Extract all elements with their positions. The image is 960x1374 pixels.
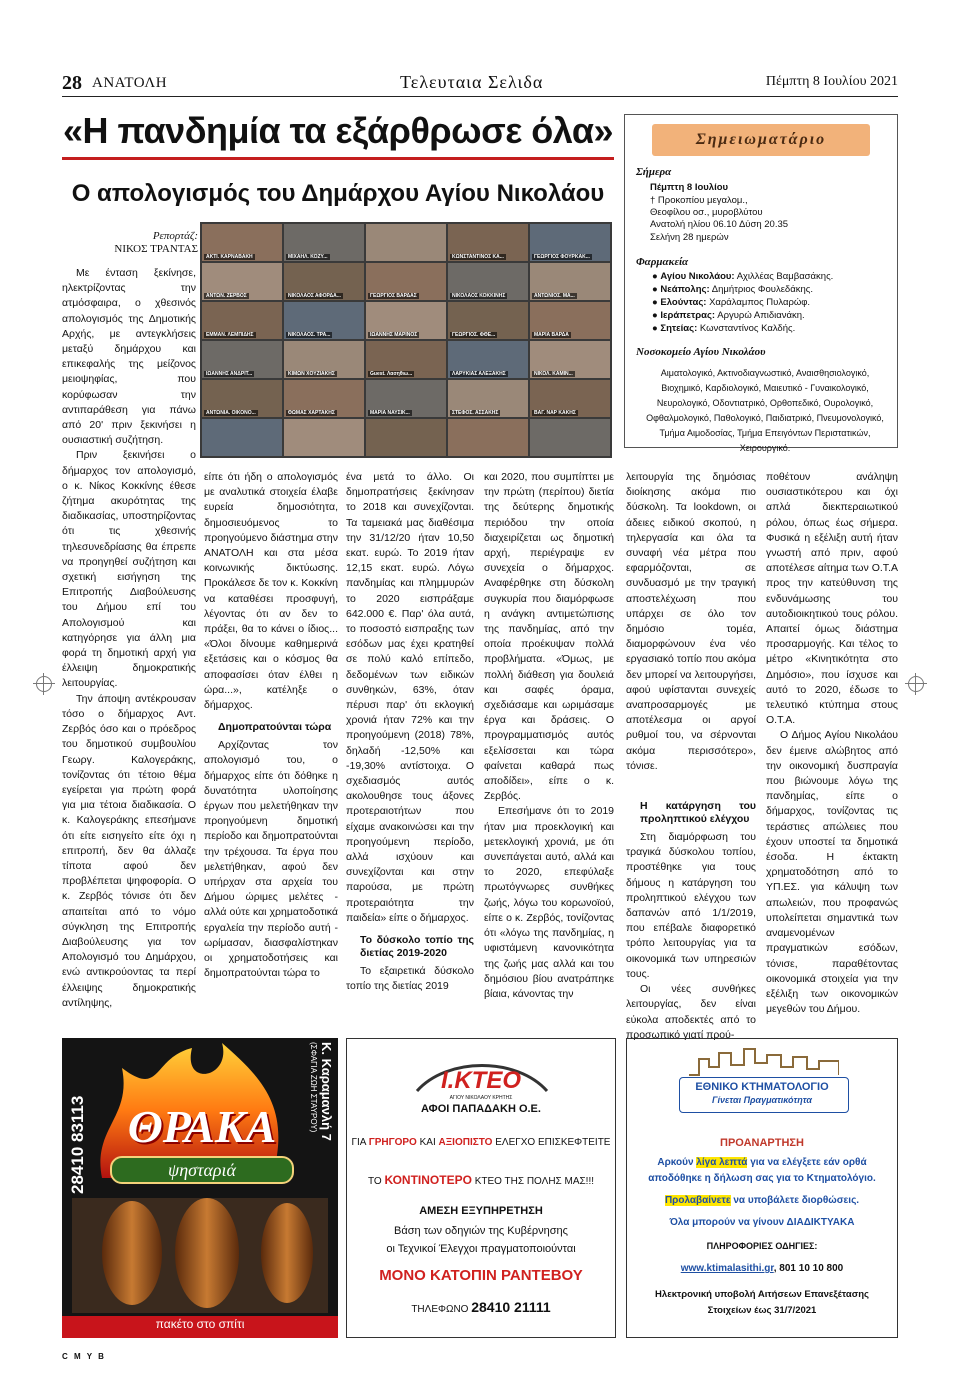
video-tile: [530, 419, 610, 456]
article-col-6: [766, 470, 898, 1038]
ktim-p4: Όλα μπορούν να γίνουν ΔΙΑΔΙΚΤΥΑΚΑ: [669, 1217, 855, 1228]
participant-name: ΣΤΕΦΟΣ. ΑΣΣΑΚΗΣ: [452, 410, 499, 416]
ktim-title: ΠΡΟΑΝΑΡΤΗΣΗ: [720, 1137, 804, 1149]
participant-name: ΚΙΜΩΝ ΧΟΥΖΙΑΚΗΣ: [288, 371, 335, 377]
pharmacy-place: Αγίου Νικολάου:: [660, 271, 735, 282]
subheading: Δημοπρατούνται τώρα: [218, 721, 332, 734]
today-label: Σήμερα: [636, 166, 672, 178]
video-tile: [202, 380, 282, 417]
article-col-1: [62, 266, 196, 1036]
paragraph: Πριν ξεκινήσει ο δήμαρχος τον απολογισμό, ο κ. Νίκος Κοκκίνης έθεσε ζήτημα ακυρότητας της διαδικασίας, υποστηρίζοντας ότι τις χθεσινής τηλεσυνεδρίασης θα έπρεπε να προηγηθεί συζήτηση και σχετική εισήγηση της Επιτροπής Διαβούλευσης του Δήμου επί του Απολογισμού και κατηγόρησε για άλλη μια φορά τη δημοτική αρχή για έλλειψη δημοκρατικής λειτουργίας.: [62, 449, 196, 690]
text: ΤΗΛΕΦΩΝΟ: [411, 1304, 469, 1315]
participant-name: ΙΩΑΝΝΗΣ ΑΝΔΡΙΤ...: [206, 371, 253, 377]
headline-rule: [62, 157, 614, 160]
video-tile: [448, 380, 528, 417]
registration-mark: [36, 676, 52, 692]
participant-name: ΑΚΤΙ. ΚΑΡΝΑΒΑΚΗ: [206, 254, 253, 260]
ktim-p5: ΠΛΗΡΟΦΟΡΙΕΣ ΟΔΗΓΙΕΣ:: [706, 1241, 818, 1251]
thraka-ad: [62, 1038, 338, 1338]
thraka-phone-text: 28410 83113: [68, 1095, 87, 1194]
video-tile: [202, 263, 282, 300]
thraka-sub: ψησταριά: [110, 1156, 294, 1184]
video-tile: [366, 419, 446, 456]
paragraph: λειτουργία της δημόσιας διοίκησης ακόμα πιο δύσκολη. Τα lookdown, οι άδειες ειδικού σκοπού, η τηλεργασία και όλα τα συναφή νέα μέτρα που εφαρμόζονται, σε συνδυασμό με την τραγική αποστελέχωση που υπάρχει σε όλο τον δημόσιο τομέα, διαμορφώνουν ένα νέο εργασιακό τοπίο που ακόμα δεν μπορεί να λειτουργήσει, αφού υφίστανται συνεχείς αναπροσαρμογές με αποτέλεσμα οι αργοί ρυθμοί του, να σέρνονται ακόμα περισσότερο», τόνισε.: [626, 471, 756, 772]
video-tile: [366, 380, 446, 417]
pharmacy-item: ● Αγίου Νικολάου: Αχιλλέας Βαμβασάκης.: [652, 271, 834, 282]
video-tile: [448, 302, 528, 339]
diary-title: Σημειωματάριο: [652, 124, 870, 156]
article-col-2: [204, 470, 338, 1038]
today-line: † Προκοπίου μεγαλομ.,: [650, 195, 748, 206]
pharmacy-name: Χαράλαμπος Πυλαρώφ.: [709, 297, 811, 308]
paragraph: Ο Δήμος Αγίου Νικολάου δεν έμεινε αλώβητος από την οικονομική δυσπραγία που βιώνουμε λόγω της πανδημίας, είπε ο δήμαρχος, τονίζοντας τις τεράστιες απώλειες που έχουν υποστεί τα δημοτικά έσοδα. Η έκτακτη χρηματοδότηση από το ΥΠ.ΕΣ. για κάλυψη των απωλειών, που προφανώς υπολείπεται σημαντικά των αναμενομένων πραγματικών εσόδων, τόνισε, παραθέτοντας οικονομικά στοιχεία για την εξέλιξη των οικονομικών μεγεθών του Δήμου.: [766, 729, 898, 1016]
video-tile: [284, 302, 364, 339]
video-tile: [530, 302, 610, 339]
thraka-brand: ΘΡΑΚΑ: [127, 1101, 277, 1152]
video-tile: [530, 341, 610, 378]
text: ΑΞΙΟΠΙΣΤΟ: [438, 1137, 493, 1148]
text: Προλαβαίνετε: [664, 1195, 731, 1206]
video-tile: [366, 341, 446, 378]
paragraph: Οι νέες συνθήκες λειτουργίας, δεν είναι εύκολα αποδεκτές από το προσωπικό γιατί πρού-: [626, 983, 756, 1041]
participant-name: ΑΝΤΩΝΙΟΣ. ΜΑ...: [534, 293, 575, 299]
text: ΚΤΕΟ ΤΗΣ ΠΟΛΗΣ ΜΑΣ!!!: [471, 1176, 595, 1187]
video-tile: [284, 341, 364, 378]
video-tile: [284, 419, 364, 456]
pharmacy-name: Δημήτριος Φουλεδάκης.: [711, 284, 813, 295]
ktim-p6: Ηλεκτρονική υποβολή Αιτήσεων Επανεξέτασης: [655, 1289, 869, 1300]
kteo-company: ΑΦΟΙ ΠΑΠΑΔΑΚΗ Ο.Ε.: [421, 1103, 541, 1115]
byline-name: ΝΙΚΟΣ ΤΡΑΝΤΑΣ: [114, 243, 198, 255]
participant-name: ΝΙΚΟΛΑΟΣ. ΤΡΑ...: [288, 332, 331, 338]
subheading: Η κατάργηση του προληπτικού ελέγχου: [640, 800, 756, 826]
pharmacy-name: Κωνσταντίνος Καλδής.: [699, 323, 796, 334]
paragraph: και 2020, που συμπίπτει με την πρώτη (περίπου) διετία της δεύτερης δημοτικής περιόδου την οποία διαχειρίζεται ως δημοτική αρχή, περιέγραψε εν συνεχεία ο δήμαρχος. Αναφέρθηκε στη δύσκολη συγκυρία που διαμόρφωσε η ανάγκη αντιμετώπισης της πανδημίας, από την οποία προέκυψαν πολλά προβλήματα. «Όμως, με πολλή διάθεση για δουλειά και σαφές όραμα, σχεδιάσαμε και ωριμάσαμε έργα και δράσεις. Ο προγραμματισμός αυτός εξελίσσεται και τώρα φαίνεται καθαρά πως αποδίδει», είπε ο κ. Ζερβός.: [484, 471, 614, 803]
participant-name: Guest. Λασηθιω...: [370, 371, 413, 377]
pharmacy-place: Νεάπολης:: [660, 284, 710, 295]
pharmacy-place: Ιεράπετρας:: [660, 310, 716, 321]
article-col-3: [346, 470, 474, 1038]
ktimatologio-ad: [626, 1038, 898, 1338]
video-tile: [530, 263, 610, 300]
thraka-footer: πακέτο στο σπίτι: [155, 1317, 245, 1331]
paragraph: Την άποψη αντέκρουσαν τόσο ο δήμαρχος Αντ. Ζερβός όσο και ο πρόεδρος του δημοτικού συμβουλίου Γεωργ. Καλογεράκης, τονίζοντας ότι τέτοιο θέμα εγείρεται για πρώτη φορά για μια τέτοια διαδικασία. Ο κ. Καλογεράκης επεσήμανε ότι είτε εισηγείτο είτε όχι η επιτροπή, δεν θα άλλαζε τίποτα αφού δεν προβλέπεται ψηφοφορία. Ο κ. Ζερβός τόνισε ότι δεν απαιτείται από το νόμο σύγκληση της Επιτροπής Διαβούλευσης για τον Απολογισμό του Δημάρχου, ενώ αντικρούοντας τα περί έλλειψης δημοκρατικής αντίληψης,: [62, 692, 196, 1009]
ktim-url-link[interactable]: www.ktimalasithi.gr: [680, 1263, 774, 1274]
kteo-line-5: οι Τεχνικοί Έλεγχοι πραγματοποιούνται: [386, 1243, 576, 1255]
kteo-logo: Ι.ΚΤΕΟ: [440, 1067, 521, 1094]
ktim-slogan: Γίνεται Πραγματικότητα: [712, 1095, 812, 1105]
kteo-line-1: [347, 1137, 615, 1148]
video-tile: [366, 263, 446, 300]
subheading: Το δύσκολο τοπίο της διετίας 2019-2020: [360, 934, 474, 960]
pharmacy-item: ● Σητείας: Κωνσταντίνος Καλδής.: [652, 323, 796, 334]
today-line: Σελήνη 28 ημερών: [650, 232, 729, 243]
video-tile: [284, 263, 364, 300]
today-line: Ανατολή ηλίου 06.10 Δύση 20.35: [650, 219, 789, 230]
pharmacy-name: Αργυρώ Απιδιανάκη.: [717, 310, 805, 321]
video-tile: [366, 302, 446, 339]
pharmacies-label: Φαρμακεία: [636, 256, 689, 268]
pharmacy-place: Σητείας:: [660, 323, 698, 334]
headline: «Η πανδημία τα εξάρθρωσε όλα»: [62, 110, 614, 151]
video-tile: [202, 224, 282, 261]
video-tile: [448, 419, 528, 456]
text: ΕΛΕΓΧΟ ΕΠΙΣΚΕΦΤΕΙΤΕ: [492, 1137, 611, 1148]
page-number: 28: [62, 72, 82, 94]
hospital-label: Νοσοκομείο Αγίου Νικολάου: [636, 346, 766, 358]
participant-name: ΓΕΩΡΓΙΟΣ. ΦΘΕ...: [452, 332, 496, 338]
ktim-brand: ΕΘΝΙΚΟ ΚΤΗΜΑΤΟΛΟΓΙΟ: [695, 1081, 829, 1093]
kteo-line-6: ΜΟΝΟ ΚΑΤΟΠΙΝ ΡΑΝΤΕΒΟΥ: [379, 1267, 583, 1284]
kteo-logo-sub: ΑΓΙΟΥ ΝΙΚΟΛΑΟΥ ΚΡΗΤΗΣ: [449, 1095, 513, 1101]
thraka-address-text: Κ. Καραμανλή 7: [319, 1042, 334, 1141]
pharmacy-name: Αχιλλέας Βαμβασάκης.: [736, 271, 834, 282]
participant-name: ΓΕΩΡΓΙΟΣ ΦΟΥΡΚΑΚ...: [534, 254, 590, 260]
video-tile: [202, 341, 282, 378]
ktim-p3: [627, 1195, 897, 1206]
text: λίγα λεπτά: [696, 1157, 748, 1168]
participant-name: ΜΑΡΙΑ ΝΑΥΣΙΚ...: [370, 410, 410, 416]
ktim-p7: Στοιχείων έως 31/7/2021: [707, 1305, 817, 1316]
hospital-departments: Αιματολογικό, Ακτινοδιαγνωστικό, Αναισθησιολογικό, Βιοχημικό, Καρδιολογικό, Μαιευτικό - Γυναικολογικό, Νευρολογικό, Οδοντιατρικό, Ορθοπεδικό, Ουρολογικό, Οφθαλμολογικό, Παθολογικό, Παιδιατρικό, Πνευμονολογικό, Τμήμα Αιμοδοσίας, Τμήμα Επειγόντων Περιστατικών, Χειρουργικό.: [646, 368, 884, 453]
video-tile: [448, 263, 528, 300]
paragraph: ποθέτουν ανάληψη ουσιαστικότερου και όχι απλά διεκπεραιωτικού ρόλου, όπως έως σήμερα. Φυσικά η εξέλιξη αυτή ήταν γνωστή από πριν, αφού αποτέλεσε αίτημα των Ο.Τ.Α προς την κατεύθυνση της ενδυνάμωσης του αυτοδιοικητικού τους ρόλου. Απαιτεί όμως διάστημα προσαρμογής. Και τέλος το μέτρο «Κινητικότητα στο Δημόσιο», που ίσχυσε και αυτό το 2020, έδωσε το τελευτικό κτύπημα στους Ο.Τ.Α.: [766, 471, 898, 727]
byline: [64, 230, 198, 256]
participant-name: ΛΑΡΥΚΙΑΣ ΑΛΕΞΑΚΗΣ: [452, 371, 506, 377]
today-line: Θεοφίλου οσ., μυροβλύτου: [650, 207, 763, 218]
participant-name: ΝΙΚΟΛΑΟΣ ΚΟΚΚΙΝΗΣ: [452, 293, 506, 299]
kteo-line-3: ΑΜΕΣΗ ΕΞΥΠΗΡΕΤΗΣΗ: [419, 1205, 543, 1217]
text: ΤΟ: [367, 1176, 385, 1187]
ktim-p2: αποδόθηκε η δήλωση σας για το Κτηματολόγιο.: [648, 1173, 876, 1184]
text: Αρκούν: [657, 1157, 697, 1168]
ktim-p1: [627, 1157, 897, 1168]
ktim-contact: [627, 1263, 897, 1274]
participant-name: ΚΩΝΣΤΑΝΤΙΝΟΣ ΚΑ...: [452, 254, 504, 260]
paragraph: Στη διαμόρφωση του τραγικά δύσκολου τοπίου, προστέθηκε για τους δήμους η κατάργηση του προληπτικού ελέγχου των δαπανών από 1/1/2019, που επέβαλε διαφορετικό τρόπο λειτουργίας για τα οικονομικά των υπηρεσιών τους.: [626, 831, 756, 980]
kteo-ad: [346, 1038, 616, 1338]
participant-name: ΑΝΤΩΝ. ΖΕΡΒΟΣ: [206, 293, 247, 299]
video-tile: [202, 302, 282, 339]
subheadline: Ο απολογισμός του Δημάρχου Αγίου Νικολάου: [71, 180, 605, 207]
paragraph: Αρχίζοντας τον απολογισμό του, ο δήμαρχος είπε ότι δόθηκε η δυνατότητα υλοποίησης έργων που μελετήθηκαν την προηγούμενη δημοτική περίοδο και δημοπρατούνται την τρέχουσα. Τα έργα που μελετήθηκαν, αφού δεν υπήρχαν στα αρχεία του Δήμου ώριμες μελέτες - αλλά ούτε και χρηματοδοτικά εργαλεία την περίοδο αυτή - ωρίμασαν, διασφαλίστηκαν οι χρηματοδοτήσεις και δημοπρατούνται τώρα το: [204, 739, 338, 980]
participant-name: ΘΩΜΑΣ ΧΑΡΤΑΚΗΣ: [288, 410, 335, 416]
paragraph: Με ένταση ξεκίνησε, ηλεκτρίζοντας την ατμόσφαιρα, ο χθεσινός απολογισμός της Δημοτικής Αρχής, με αντεγκλήσεις μεταξύ δημάρχου και επικεφαλής της μείζονος μειοψηφίας, που κορύφωσαν την αντιπαράθεση για πάνω από 20' πριν ξεκινήσει η ουσιαστική συζήτηση.: [62, 267, 196, 447]
paragraph: Το εξαιρετικά δύσκολο τοπίο της διετίας 2019: [346, 965, 474, 993]
text: 28410 21111: [471, 1299, 551, 1315]
participant-name: ΓΕΩΡΓΙΟΣ ΒΑΡΔΑΣ: [370, 293, 417, 299]
registration-mark: [908, 676, 924, 692]
text: ΓΙΑ: [351, 1137, 369, 1148]
text: ΓΡΗΓΟΡΟ: [368, 1137, 417, 1148]
flame-graphic: [62, 1038, 338, 1338]
text: για να ελέγξετε εάν ορθά: [747, 1157, 867, 1168]
pharmacy-item: ● Ελούντας: Χαράλαμπος Πυλαρώφ.: [652, 297, 811, 308]
participant-name: ΜΑΡΙΑ ΒΑΡΔΑ: [534, 332, 569, 338]
text: , 801 10 10 800: [773, 1263, 844, 1274]
pharmacy-place: Ελούντας:: [660, 297, 707, 308]
zoom-meeting-photo: [200, 222, 612, 458]
participant-name: ΕΜΜΑΝ. ΛΕΜΠΙΔΗΣ: [206, 332, 254, 338]
today-date: Πέμπτη 8 Ιουλίου: [650, 182, 729, 193]
video-tile: [530, 380, 610, 417]
cmyk-marks: C M Y B: [62, 1352, 106, 1361]
video-tile: [448, 224, 528, 261]
article-col-4: [484, 470, 614, 1038]
participant-name: ΙΩΑΝΝΗΣ ΜΑΡΙΝΟΣ: [370, 332, 418, 338]
paragraph: ένα μετά το άλλο. Οι δημοπρατήσεις ξεκίνησαν το 2018 και συνεχίζονται. Τα ταμειακά μας διαθέσιμα την 31/12/20 ήταν 10,50 εκατ. ευρώ. Το 2019 ήταν 12,15 εκατ. ευρώ. Λόγω πανδημίας και πλημμυρών το 2020 εισπράξαμε 642.000 €. Παρ' όλα αυτά, το ποσοστό εισπραξης των εσόδων μας έχει κρατηθεί σε πολύ καλό επίπεδο, δεδομένων των ειδικών συνθηκών, 63%, όταν πέρυσι παρ' ότι εκλογική χρονιά ήταν 72% και την προηγούμενη (2018) 78%, δηλαδή -12,50% και -19,30% αντίστοιχα. Ο σχεδιασμός αυτός ακολουθησε τους άξονες προτεραιοτήτων που είχαμε ανακοινώσει και την προηγούμενη περίοδο, αλλά ισχύουν και συνεχίζονται και στην παρούσα, με πρώτη προτεραιότητα την παιδεία» είπε ο δήμαρχος.: [346, 471, 474, 924]
paragraph: είπε ότι ήδη ο απολογισμός με αναλυτικά στοιχεία έλαβε ευρεία δημοσιότητα, δημοσιευόμενος το προηγούμενο διάστημα στην ΑΝΑΤΟΛΗ και στα μέσα κοινωνικής δικτύωσης. Προκάλεσε δε τον κ. Κοκκίνη να καταθέσει προσφυγή, λέγοντας ότι αν δεν το πράξει, θα το κάνει ο ίδιος... «Όλοι δίνουμε καθημερινά εξετάσεις και ο κόσμος θα αποφασίσει όταν έλθει η ώρα...», κατέληξε ο δήμαρχος.: [204, 471, 338, 712]
ktim-skyline-graphic: [689, 1045, 839, 1079]
paragraph: Επεσήμανε ότι το 2019 ήταν μια προεκλογική και μετεκλογική χρονιά, με ότι συνεπάγεται αυτό, αλλά και το 2020, επεφύλαξε πρωτόγνωρες συνθήκες ζωής, λόγω του κορωνοϊού, είπε ο κ. Ζερβός, τονίζοντας ότι «λόγω της πανδημίας, η υφιστάμενη κανονικότητα της ζωής μας αλλά και του δημόσιου βίου ανατράπηκε βίαια, κάνοντας την: [484, 805, 614, 1000]
participant-name: ΜΙΧΑΗΛ. ΚΟΖΥ...: [288, 254, 328, 260]
participant-name: ΝΙΚΟΛΑΟΣ ΑΦΟΡΔΑ...: [288, 293, 341, 299]
header-rule: [62, 96, 898, 97]
text: να υποβάλετε διορθώσεις.: [730, 1195, 860, 1206]
video-tile: [284, 224, 364, 261]
text: ΚΑΙ: [416, 1137, 439, 1148]
article-col-5: [626, 470, 756, 1041]
thraka-phone: [68, 1044, 88, 1204]
byline-label: Ρεπορτάζ:: [152, 230, 198, 242]
paper-name: ΑΝΑΤΟΛΗ: [92, 75, 168, 91]
pharmacy-item: ● Ιεράπετρας: Αργυρώ Απιδιανάκη.: [652, 310, 805, 321]
video-tile: [530, 224, 610, 261]
video-tile: [448, 341, 528, 378]
participant-name: ΝΙΚΟΛ. ΚΑΜΙΝ...: [534, 371, 573, 377]
thraka-address: [306, 1042, 336, 1202]
kteo-line-2: [347, 1173, 615, 1187]
thraka-address-sub: (ΣΦΑΓΙΑ ΖΩΗ ΣΤΑΥΡΟΥ): [309, 1042, 318, 1133]
kteo-line-4: Βάση των οδηγιών της Κυβέρνησης: [394, 1225, 568, 1237]
issue-date: Πέμπτη 8 Ιουλίου 2021: [765, 74, 898, 89]
pharmacy-item: ● Νεάπολης: Δημήτριος Φουλεδάκης.: [652, 284, 813, 295]
video-tile: [366, 224, 446, 261]
video-tile: [284, 380, 364, 417]
kteo-phone: [347, 1299, 615, 1315]
participant-name: ΒΑΓ. ΝΑΡ ΚΑΚΗΣ: [534, 410, 576, 416]
text: ΚΟΝΤΙΝΟΤΕΡΟ: [384, 1173, 472, 1187]
participant-name: ΑΝΤΩΝΙΑ. ΟΙΚΟΝΟ...: [206, 410, 256, 416]
video-tile: [202, 419, 282, 456]
section-title: Τελευταια Σελιδα: [400, 72, 544, 92]
